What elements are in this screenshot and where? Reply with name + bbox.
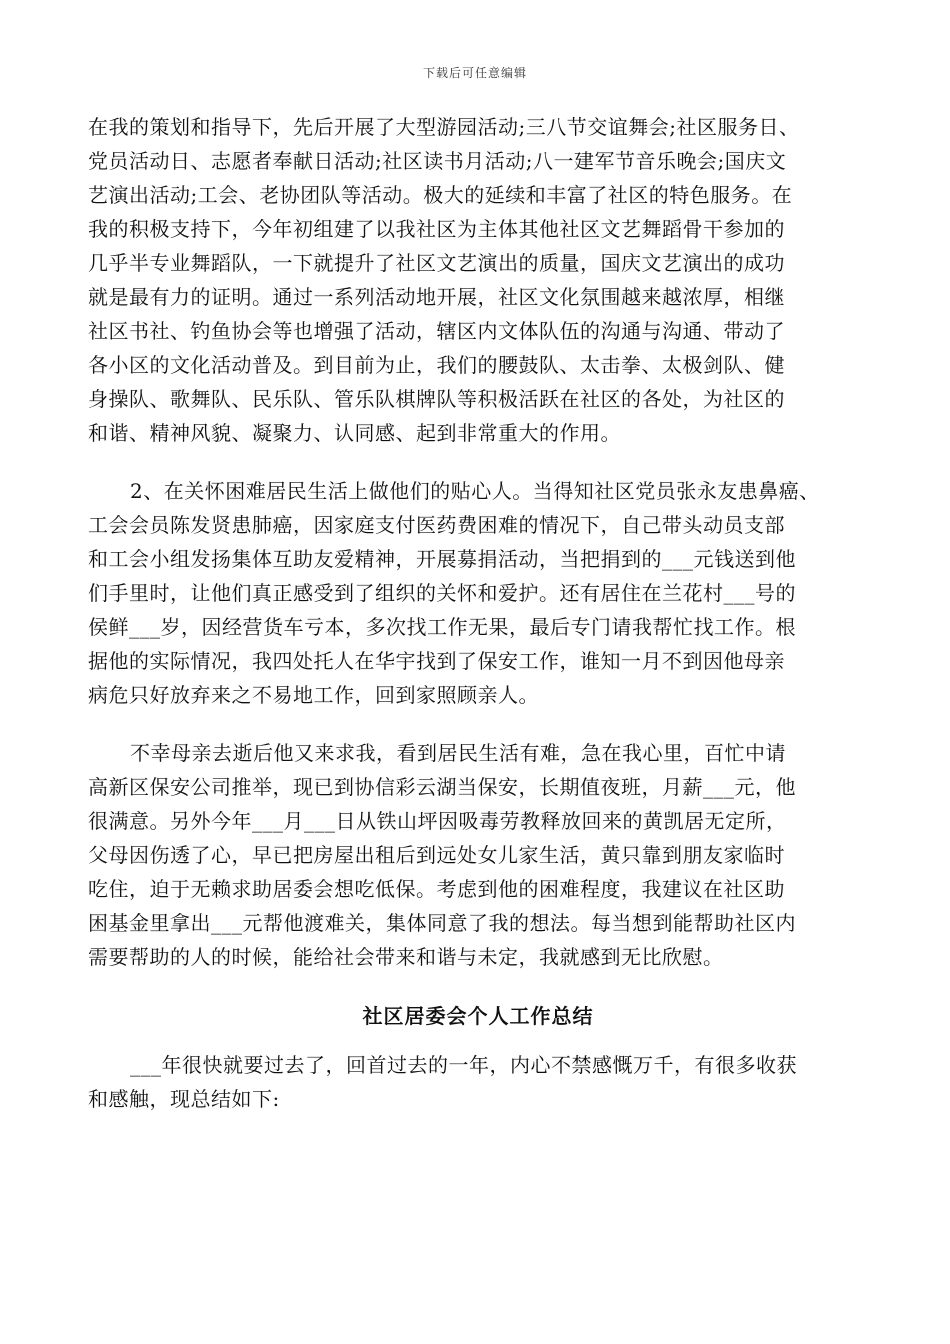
text-line: 们手里时，让他们真正感受到了组织的关怀和爱护。还有居住在兰花村___号的 (88, 581, 796, 605)
paragraph-spacer (88, 1034, 868, 1048)
text-line: 几乎半专业舞蹈队，一下就提升了社区文艺演出的质量，国庆文艺演出的成功 (88, 251, 785, 275)
paragraph-spacer (88, 450, 868, 474)
text-line: 和感触，现总结如下: (88, 1087, 280, 1111)
text-line: 据他的实际情况，我四处托人在华宇找到了保安工作，谁知一月不到因他母亲 (88, 649, 785, 673)
text-line: 社区书社、钓鱼协会等也增强了活动，辖区内文体队伍的沟通与沟通、带动了 (88, 319, 785, 343)
text-line: 就是最有力的证明。通过一系列活动地开展，社区文化氛围越来越浓厚，相继 (88, 285, 785, 309)
text-line: 病危只好放弃来之不易地工作，回到家照顾亲人。 (88, 683, 539, 707)
text-line: 和工会小组发扬集体互助友爱精神，开展募捐活动，当把捐到的___元钱送到他 (88, 547, 796, 571)
text-line: 我的积极支持下，今年初组建了以我社区为主体其他社区文艺舞蹈骨干参加的 (88, 217, 785, 241)
text-line: 需要帮助的人的时候，能给社会带来和谐与未定，我就感到无比欣慰。 (88, 945, 724, 969)
paragraph-spacer (88, 712, 868, 736)
text-line: 党员活动日、志愿者奉献日活动;社区读书月活动;八一建军节音乐晚会;国庆文 (88, 149, 787, 173)
paragraph-closing (88, 1048, 868, 1116)
text-line: 各小区的文化活动普及。到目前为止，我们的腰鼓队、太击拳、太极剑队、健 (88, 353, 785, 377)
text-line: 不幸母亲去逝后他又来求我，看到居民生活有难，急在我心里，百忙中请 (130, 741, 786, 765)
text-line: 和谐、精神风貌、凝聚力、认同感、起到非常重大的作用。 (88, 421, 621, 445)
text-line: 侯鲜___岁，因经营货车亏本，多次找工作无果，最后专门请我帮忙找工作。根 (88, 615, 796, 639)
text-line: 2、在关怀困难居民生活上做他们的贴心人。当得知社区党员张永友患鼻癌、 (130, 479, 820, 503)
text-line: 很满意。另外今年___月___日从铁山坪因吸毒劳教释放回来的黄凯居无定所， (88, 809, 787, 833)
text-line: 身操队、歌舞队、民乐队、管乐队棋牌队等积极活跃在社区的各处，为社区的 (88, 387, 785, 411)
text-line: 工会会员陈发贤患肺癌，因家庭支付医药费困难的情况下，自己带头动员支部 (88, 513, 785, 537)
text-line: 困基金里拿出___元帮他渡难关，集体同意了我的想法。每当想到能帮助社区内 (88, 911, 796, 935)
page-header-note: 下载后可任意编辑 (422, 66, 527, 80)
paragraph-help-work (88, 736, 868, 974)
text-line: 高新区保安公司推举，现已到协信彩云湖当保安，长期值夜班，月薪___元，他 (88, 775, 796, 799)
text-line: 父母因伤透了心，早已把房屋出租后到远处女儿家生活，黄只靠到朋友家临时 (88, 843, 785, 867)
document-body (88, 110, 868, 1116)
text-line: 艺演出活动;工会、老协团队等活动。极大的延续和丰富了社区的特色服务。在 (88, 183, 793, 207)
paragraph-activities (88, 110, 868, 450)
text-line: 在我的策划和指导下，先后开展了大型游园活动;三八节交谊舞会;社区服务日、 (88, 115, 800, 139)
paragraph-care-residents (88, 474, 868, 712)
paragraph-spacer (88, 974, 868, 998)
section-title: 社区居委会个人工作总结 (362, 1004, 594, 1028)
text-line: ___年很快就要过去了，回首过去的一年，内心不禁感慨万千，有很多收获 (130, 1053, 797, 1077)
text-line: 吃住，迫于无赖求助居委会想吃低保。考虑到他的困难程度，我建议在社区助 (88, 877, 785, 901)
